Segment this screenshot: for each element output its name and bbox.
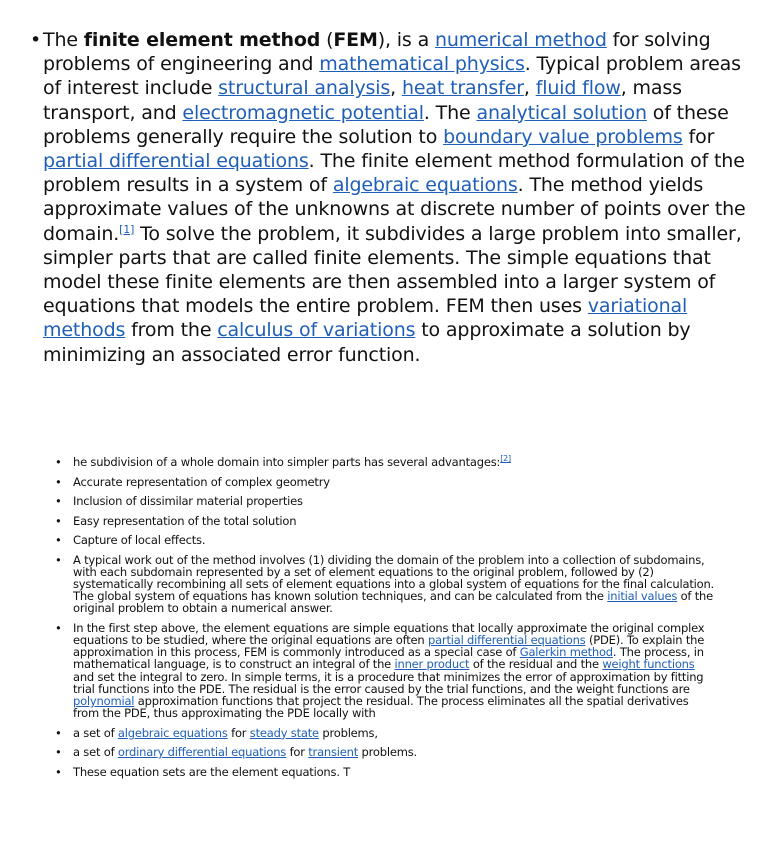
main-paragraph: [30, 28, 750, 367]
text-run: In the first step above, the element equations are simple equations that locally approximate the original complex equations to be studied, where the original equations are often: [73, 620, 705, 648]
text-run: ), is a: [377, 29, 435, 51]
text-run: A typical work out of the method involves (1) dividing the domain of the problem into a collection of subdomains, with each subdomain represented by a set of element equations to the original problem, followed by (2) systematically recombining all sets of element equations into a global system of equations for the final calculation. The global system of equations has known solution techniques, and can be calculated from the: [73, 552, 715, 604]
list-item: [55, 554, 715, 615]
bullet-marker: •: [55, 494, 62, 508]
link-heat-transfer[interactable]: heat transfer: [401, 77, 524, 100]
list-item-text: Capture of local effects.: [73, 533, 206, 547]
link-ordinary-differential-equations[interactable]: ordinary differential equations: [117, 745, 287, 760]
link-steady-state[interactable]: steady state: [249, 725, 319, 740]
text-run: (: [320, 29, 334, 51]
list-item: [55, 766, 715, 778]
list-item: [55, 515, 715, 527]
text-run: . The finite element method formulation of the problem results in a system of: [43, 150, 745, 197]
bold-term-fem: finite element method: [83, 29, 321, 51]
bullet-marker: •: [55, 513, 62, 528]
bullet-marker: •: [55, 455, 62, 469]
main-paragraph-text: [43, 28, 750, 367]
list-item: [55, 746, 715, 758]
text-run: a set of: [73, 745, 118, 760]
list-item-text: These equation sets are the element equations. T: [73, 764, 351, 779]
bullet-marker: •: [55, 725, 62, 740]
text-run: for solving problems of engineering and: [43, 29, 711, 76]
link-calculus-of-variations[interactable]: calculus of variations: [217, 319, 416, 342]
text-run: to approximate a solution by minimizing an associated error function.: [43, 319, 691, 366]
list-item-text: Inclusion of dissimilar material properties: [73, 494, 303, 508]
link-structural-analysis[interactable]: structural analysis: [218, 77, 391, 100]
link-inner-product[interactable]: inner product: [394, 657, 470, 672]
link-analytical-solution[interactable]: analytical solution: [476, 101, 647, 124]
link-partial-differential-equations[interactable]: partial differential equations: [427, 633, 586, 648]
list-item: [55, 727, 715, 739]
list-item: [55, 622, 715, 720]
bullet-marker: •: [55, 745, 62, 760]
link-galerkin-method[interactable]: Galerkin method: [519, 645, 613, 660]
text-run: . The method yields approximate values of the unknowns at discrete number of points over the domain.: [43, 174, 746, 245]
link-partial-differential-equations[interactable]: partial differential equations: [43, 150, 309, 173]
bullet-marker: •: [55, 620, 62, 635]
reference-link-2[interactable]: [2]: [500, 454, 511, 463]
link-polynomial[interactable]: polynomial: [73, 694, 135, 709]
text-run: problems.: [358, 745, 417, 760]
link-electromagnetic-potential[interactable]: electromagnetic potential: [182, 101, 424, 124]
list-item-text: Easy representation of the total solution: [73, 513, 297, 528]
advantages-list: [55, 456, 715, 785]
list-item: [55, 456, 715, 468]
bullet-marker: •: [55, 474, 62, 489]
bold-abbr-fem: FEM: [333, 29, 378, 51]
text-run: of the original problem to obtain a numerical answer.: [73, 589, 713, 616]
text-run: approximation functions that project the residual. The process eliminates all the spatial derivatives from the PDE, thus approximating the PDE locally with: [73, 694, 689, 721]
text-run: , mass transport, and: [43, 77, 682, 124]
text-run: and set the integral to zero. In simple terms, it is a procedure that minimizes the error of approximation by fitting trial functions into the PDE. The residual is the error caused by the trial functions, and the weight functions are: [73, 669, 704, 696]
link-numerical-method[interactable]: numerical method: [434, 29, 607, 51]
bullet-marker: •: [55, 533, 62, 547]
text-run: problems,: [318, 725, 378, 740]
text-run: . Typical problem areas of interest include: [43, 53, 741, 100]
list-item-text: Accurate representation of complex geometry: [73, 474, 330, 489]
link-boundary-value-problems[interactable]: boundary value problems: [443, 125, 683, 148]
list-item-text: he subdivision of a whole domain into simpler parts has several advantages:: [73, 455, 501, 469]
text-run: The: [43, 29, 84, 51]
link-mathematical-physics[interactable]: mathematical physics: [319, 53, 525, 76]
link-variational-methods[interactable]: variational methods: [43, 295, 688, 342]
text-run: (PDE). To explain the approximation in this process, FEM is commonly introduced as a special case of: [73, 633, 705, 660]
reference-link-1[interactable]: [1]: [119, 222, 135, 236]
text-run: of the residual and the: [469, 657, 603, 672]
link-transient[interactable]: transient: [308, 745, 359, 760]
link-weight-functions[interactable]: weight functions: [602, 657, 695, 672]
list-item: [55, 476, 715, 488]
list-item: [55, 495, 715, 507]
text-run: . The process, in mathematical language, is to construct an integral of the: [73, 645, 704, 672]
text-run: for: [682, 125, 715, 148]
text-run: a set of: [73, 725, 118, 740]
link-algebraic-equations[interactable]: algebraic equations: [117, 725, 228, 740]
bullet-marker: •: [55, 552, 62, 567]
text-run: ,: [390, 77, 402, 100]
text-run: ,: [523, 77, 536, 100]
text-run: from the: [125, 319, 218, 342]
text-run: of these problems generally require the solution to: [43, 101, 729, 148]
text-run: To solve the problem, it subdivides a large problem into smaller, simpler parts that are called finite elements. The simple equations that model these finite elements are then assembled into a larger system of equations that models the entire problem. FEM then uses: [43, 222, 742, 318]
link-algebraic-equations[interactable]: algebraic equations: [332, 174, 518, 197]
list-item: [55, 534, 715, 546]
text-run: for: [286, 745, 309, 760]
bullet-marker: •: [30, 29, 42, 51]
link-fluid-flow[interactable]: fluid flow: [535, 77, 621, 100]
text-run: for: [227, 725, 250, 740]
bullet-marker: •: [55, 764, 62, 779]
text-run: . The: [423, 101, 477, 124]
link-initial-values[interactable]: initial values: [607, 589, 678, 604]
